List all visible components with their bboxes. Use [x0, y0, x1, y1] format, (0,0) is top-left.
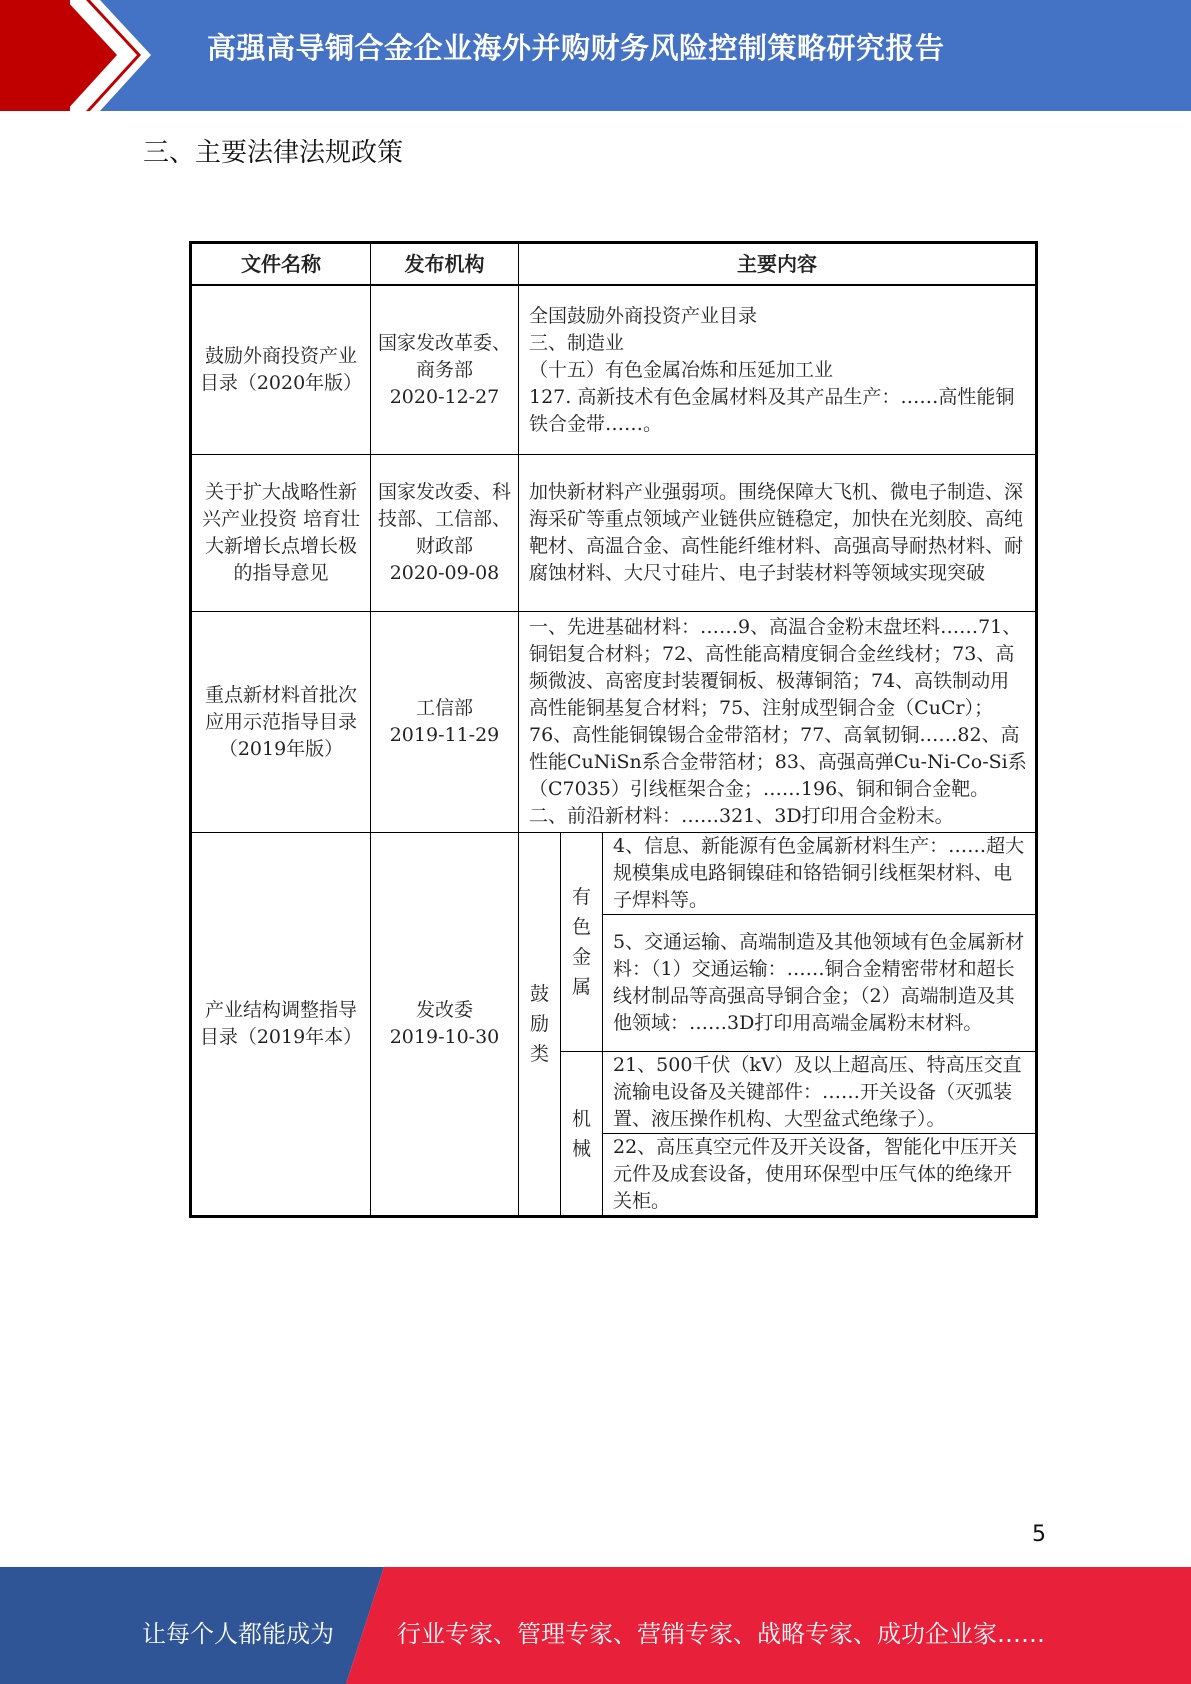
- table-row: [191, 833, 1037, 915]
- issuer-cell: [371, 285, 519, 455]
- page-number: 5: [1032, 1522, 1046, 1547]
- footer-banner: [0, 1567, 1191, 1684]
- group-cell: [561, 1052, 603, 1217]
- file-name: 关于扩大战略性新兴产业投资 培育壮大新增长点增长极的指导意见: [201, 481, 361, 584]
- header-banner: [0, 0, 1191, 111]
- table-row: [191, 455, 1037, 612]
- footer-slogan-left: 让每个人都能成为: [142, 1620, 334, 1648]
- issue-date: 2020-12-27: [389, 385, 500, 408]
- file-name: 鼓励外商投资产业目录（2020年版）: [199, 345, 363, 394]
- issuer-name: 发改委: [415, 999, 473, 1021]
- content-line: 4、信息、新能源有色金属新材料生产：……超大规模集成电路铜镍硅和铬锆铜引线框架材料、电子焊料等。: [613, 835, 1025, 911]
- header-file-name: 文件名称: [191, 243, 371, 286]
- file-name-cell: [191, 285, 371, 455]
- sub-content-cell: [603, 833, 1037, 915]
- content-line: 三、制造业: [529, 331, 625, 354]
- content-line: 全国鼓励外商投资产业目录: [529, 304, 758, 327]
- file-name-cell: [191, 833, 371, 1217]
- section-heading: 三、主要法律法规政策: [143, 138, 404, 168]
- issuer-cell: [371, 833, 519, 1217]
- header-main-content: 主要内容: [519, 243, 1037, 286]
- group-label: 有色金属: [572, 886, 592, 998]
- sub-content-cell: [603, 1134, 1037, 1217]
- table-row: [191, 612, 1037, 833]
- content-cell: [519, 612, 1037, 833]
- issue-date: 2020-09-08: [389, 562, 500, 584]
- content-line: （十五）有色金属冶炼和压延加工业: [529, 358, 834, 381]
- report-title: 高强高导铜合金企业海外并购财务风险控制策略研究报告: [207, 31, 945, 65]
- header-issuer: 发布机构: [371, 243, 519, 286]
- table-row: [191, 285, 1037, 455]
- issuer-cell: [371, 455, 519, 612]
- file-name: 重点新材料首批次应用示范指导目录（2019年版）: [204, 683, 357, 760]
- sub-content-cell: [603, 915, 1037, 1052]
- content-line: 21、500千伏（kV）及以上超高压、特高压交直流输电设备及关键部件：……开关设备（灭弧装置、液压操作机构、大型盆式绝缘子）。: [613, 1054, 1022, 1130]
- issuer-name: 国家发改革委、商务部: [377, 331, 511, 381]
- content-line: 二、前沿新材料：……321、3D打印用合金粉末。: [529, 805, 954, 827]
- issue-date: 2019-11-29: [389, 724, 500, 746]
- content-line: 127. 高新技术有色金属材料及其产品生产：……高性能铜铁合金带……。: [529, 385, 1015, 435]
- footer-slogan-right: 行业专家、管理专家、营销专家、战略专家、成功企业家……: [397, 1620, 1045, 1648]
- sub-content-cell: [603, 1052, 1037, 1134]
- content-cell: [519, 285, 1037, 455]
- content-line: 加快新材料产业强弱项。围绕保障大飞机、微电子制造、深海采矿等重点领域产业链供应链稳定，加快在光刻胶、高纯靶材、高温合金、高性能纤维材料、高强高导耐热材料、耐腐蚀材料、大尺寸硅片、电子封装材料等领域实现突破: [529, 481, 1024, 584]
- group-label: 机械: [572, 1107, 592, 1160]
- issuer-cell: [371, 612, 519, 833]
- issue-date: 2019-10-30: [389, 1026, 500, 1048]
- file-name: 产业结构调整指导目录（2019年本）: [199, 999, 363, 1048]
- issuer-name: 国家发改委、科技部、工信部、财政部: [377, 481, 511, 557]
- category-label: 鼓励类: [530, 983, 550, 1065]
- file-name-cell: [191, 455, 371, 612]
- content-line: 5、交通运输、高端制造及其他领域有色金属新材料：（1）交通运输：……铜合金精密带材和超长线材制品等高强高导铜合金；（2）高端制造及其他领域：……3D打印用高端金属粉末材料。: [613, 931, 1025, 1034]
- content-cell: [519, 455, 1037, 612]
- category-cell: [519, 833, 561, 1217]
- content-line: 一、先进基础材料：……9、高温合金粉末盘坯料……71、铜铝复合材料；72、高性能高精度铜合金丝线材；73、高频微波、高密度封装覆铜板、极薄铜箔；74、高铁制动用高性能铜基复合材料；75、注射成型铜合金（CuCr）；76、高性能铜镍锡合金带箔材；77、高氧韧铜……82、高性能CuNiSn系合金带箔材；83、高强高弹Cu-Ni-Co-Si系（C7035）引线框架合金；……196、铜和铜合金靶。: [529, 616, 1027, 800]
- policy-table: [189, 241, 1038, 1218]
- file-name-cell: [191, 612, 371, 833]
- group-cell: [561, 833, 603, 1052]
- issuer-name: 工信部: [415, 697, 473, 719]
- table-header-row: [191, 243, 1037, 286]
- content-line: 22、高压真空元件及开关设备，智能化中压开关元件及成套设备，使用环保型中压气体的绝缘开关柜。: [613, 1136, 1018, 1212]
